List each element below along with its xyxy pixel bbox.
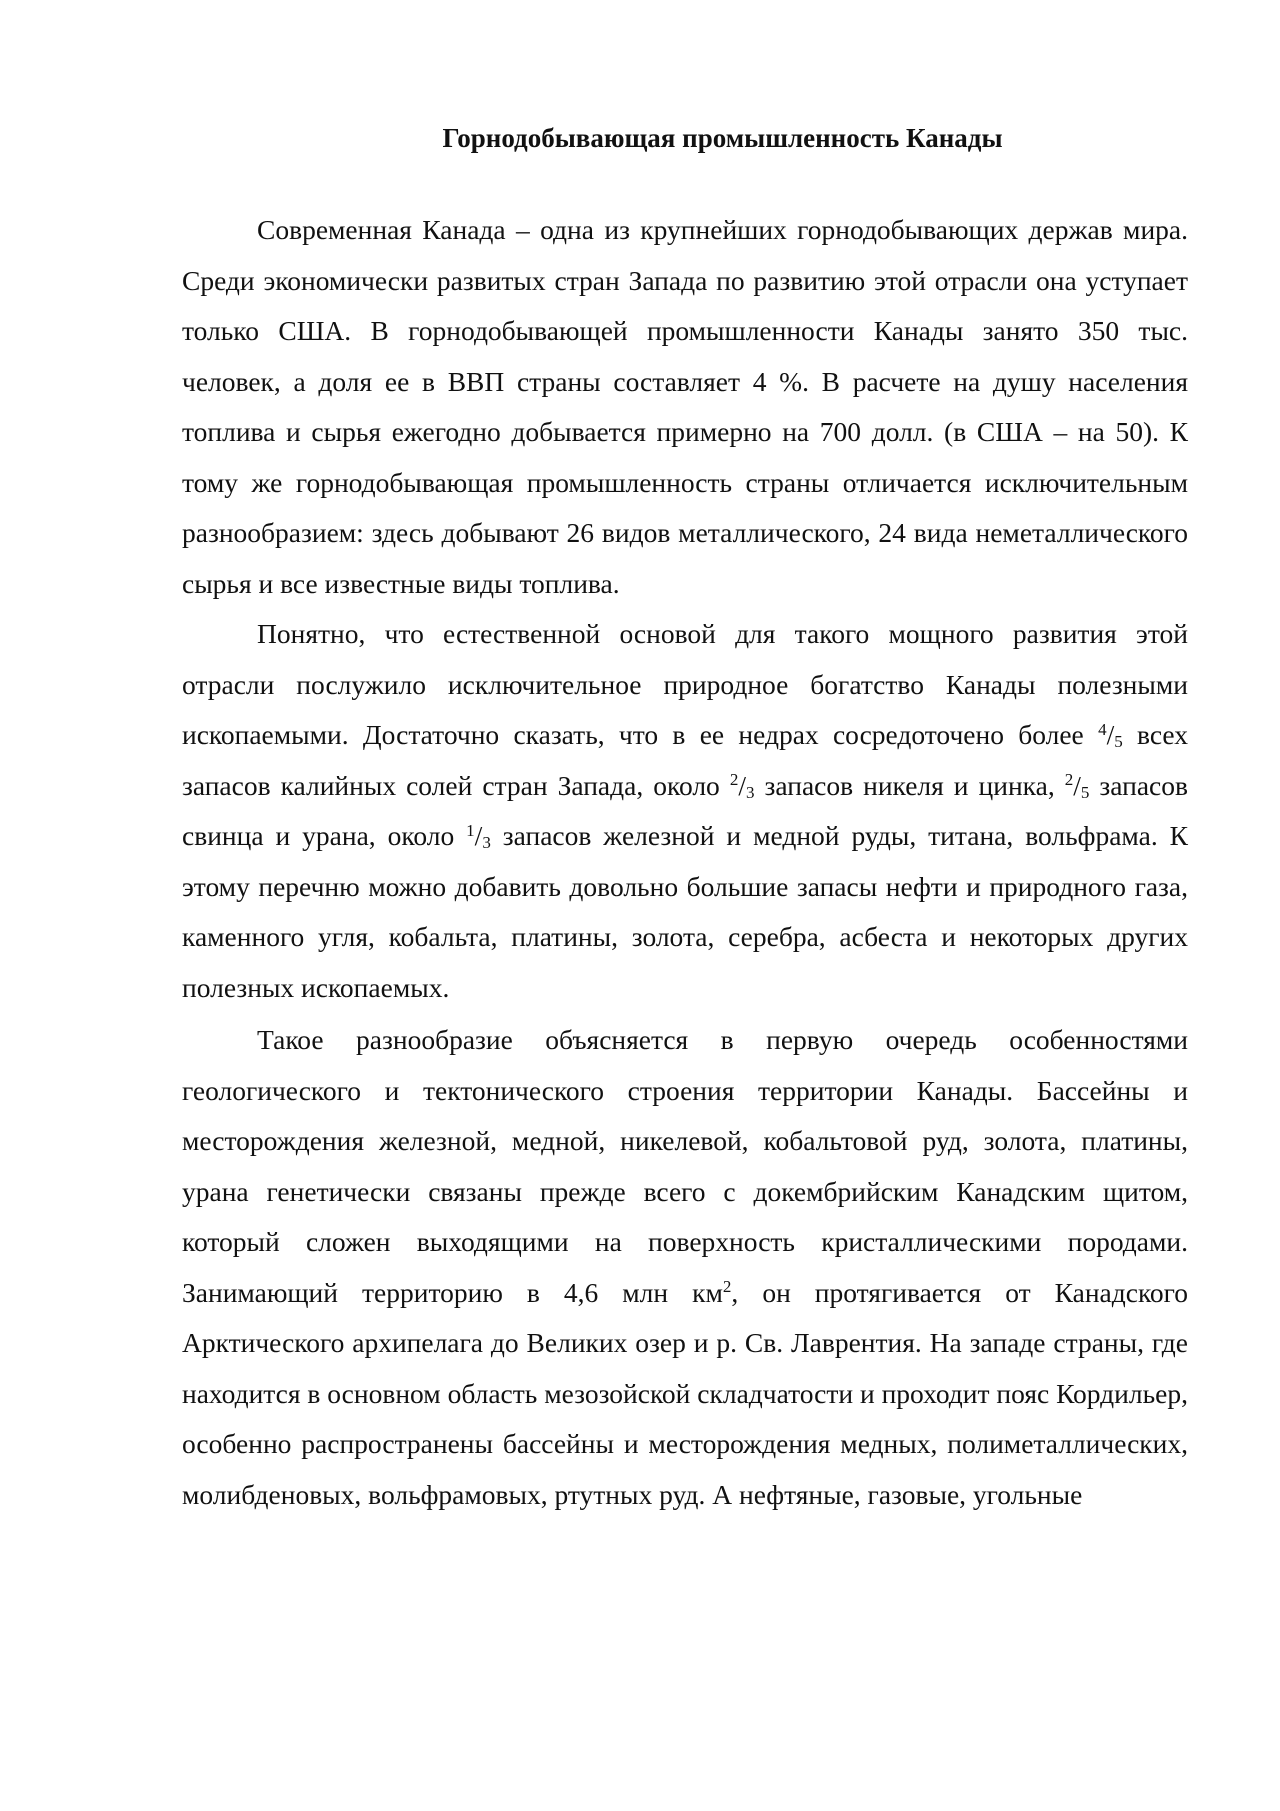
paragraph-1: Современная Канада – одна из крупнейших горнодобывающих держав мира. Среди экономически развитых стран Запада по развитию этой отрасли она уступает только США. В горнодобывающей промышленности Канады занято 350 тыс. человек, а доля ее в ВВП страны составляет 4 %. В расчете на душу населения топлива и сырья ежегодно добывается примерно на 700 долл. (в США – на 50). К тому же горнодобывающая промышленность страны отличается исключительным разнообразием: здесь добывают 26 видов металлического, 24 вида неметаллического сырья и все известные виды топлива. <box>182 214 1188 599</box>
fraction-4-numerator: 1 <box>466 820 475 840</box>
fraction-slash: / <box>738 769 746 801</box>
fraction-1-denominator: 5 <box>1114 732 1123 752</box>
paragraph-2-text-1: Понятно, что естественной основой для такого мощного развития этой отрасли послужило исключительное природное богатство Канады полезными ископаемыми. Достаточно сказать, что в ее недрах сосредоточено более <box>182 618 1188 750</box>
paragraph-2-text-5: запасов железной и медной руды, титана, вольфрама. К этому перечню можно добавить довольно большие запасы нефти и природного газа, каменного угля, кобальта, платины, золота, серебра, асбеста и некоторых других полезных ископаемых. <box>182 820 1189 1003</box>
paragraph-2-text-2: всех запасов калийных солей стран Запада, около <box>182 719 1188 801</box>
paragraph-3-text-1: Такое разнообразие объясняется в первую очередь особенностями геологического и тектонического строения территории Канады. Бассейны и месторождения железной, медной, никелевой, кобальтовой руд, золота, платины, урана генетически связаны прежде всего с докембрийским Канадским щитом, который сложен выходящими на поверхность кристаллическими породами. Занимающий территорию в 4,6 млн км <box>182 1024 1188 1308</box>
document-body <box>182 205 1188 1520</box>
fraction-slash: / <box>1073 769 1081 801</box>
superscript-2: 2 <box>722 1277 732 1297</box>
paragraph-3 <box>182 1015 1188 1520</box>
paragraph-2-text-4: запасов свинца и урана, около <box>182 769 1188 851</box>
fraction-1-numerator: 4 <box>1098 719 1107 739</box>
paragraph-3-text-2: , он протягивается от Канадского Арктического архипелага до Великих озер и р. Св. Лаврентия. На западе страны, где находится в основном область мезозойской складчатости и проходит пояс Кордильер, особенно распространены бассейны и месторождения медных, полиметаллических, молибденовых, вольфрамовых, ртутных руд. А нефтяные, газовые, угольные <box>182 1276 1188 1510</box>
document-title: Горнодобывающая промышленность Канады <box>442 123 1003 153</box>
fraction-slash: / <box>474 820 483 851</box>
paragraph-2-text-3: запасов никеля и цинка, <box>754 769 1065 801</box>
fraction-2-denominator: 3 <box>745 782 755 802</box>
fraction-3-denominator: 5 <box>1080 782 1090 802</box>
fraction-slash: / <box>1106 719 1115 750</box>
fraction-2-numerator: 2 <box>729 770 739 790</box>
paragraph-2 <box>182 609 1188 1013</box>
fraction-4-denominator: 3 <box>482 833 491 853</box>
fraction-3-numerator: 2 <box>1064 770 1074 790</box>
